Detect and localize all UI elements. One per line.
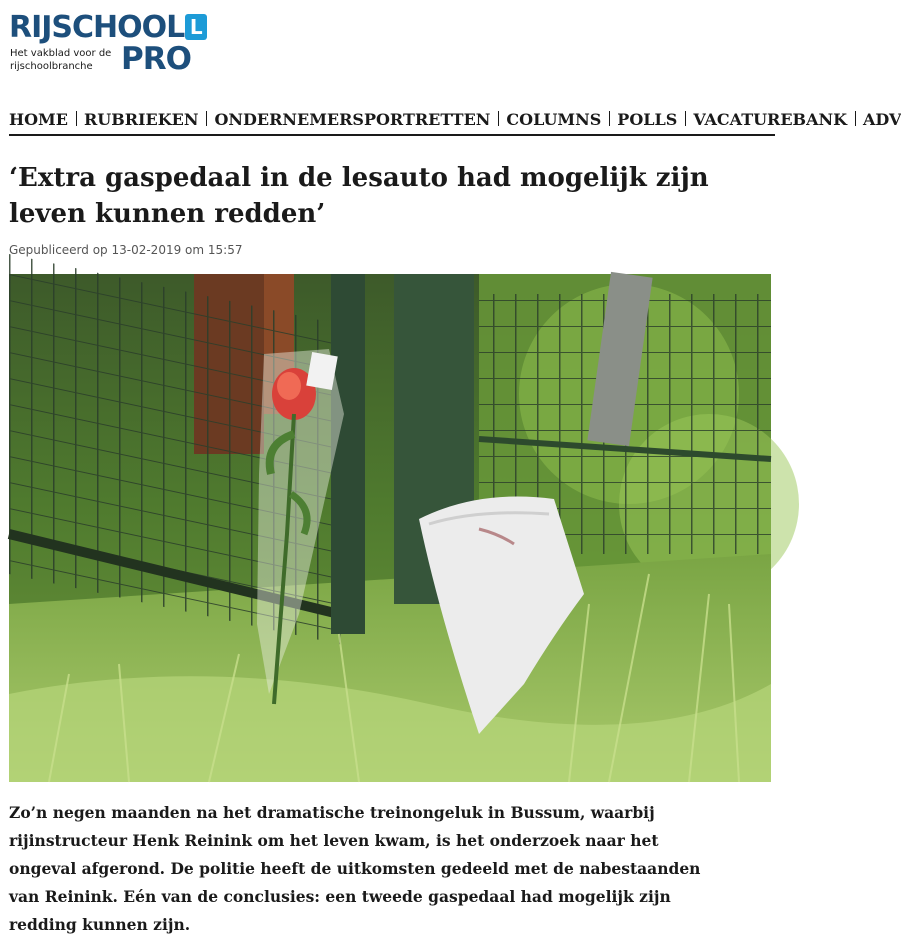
main-navigation	[9, 108, 901, 136]
nav-divider	[609, 111, 610, 126]
nav-item-polls[interactable]: POLLS	[617, 110, 678, 129]
nav-divider	[685, 111, 686, 126]
nav-divider	[855, 111, 856, 126]
logo-wordmark: RIJSCHOOL L	[9, 11, 207, 45]
nav-item-adv[interactable]: ADV	[863, 110, 901, 129]
logo-l-badge: L	[185, 14, 207, 40]
nav-item-ondernemersportretten[interactable]: ONDERNEMERSPORTRETTEN	[214, 110, 491, 129]
article-title: ‘Extra gaspedaal in de lesauto had mogelijk zijn leven kunnen redden’	[9, 163, 709, 229]
logo-tagline: Het vakblad voor de rijschoolbranche	[10, 48, 112, 72]
nav-divider	[498, 111, 499, 126]
nav-divider	[206, 111, 207, 126]
site-logo[interactable]	[9, 10, 203, 77]
nav-item-vacaturebank[interactable]: VACATUREBANK	[693, 110, 848, 129]
nav-item-home[interactable]: HOME	[9, 110, 68, 129]
logo-pro: PRO	[121, 41, 191, 77]
article-lead: Zo’n negen maanden na het dramatische treinongeluk in Bussum, waarbij rijinstructeur Henk Reinink om het leven kwam, is het onderzoek naar het ongeval afgerond. De politie heeft de uitkomsten gedeeld met de nabestaanden van Reinink. Eén van de conclusies: een tweede gaspedaal had mogelijk zijn redding kunnen zijn.	[9, 803, 701, 934]
publish-date: Gepubliceerd op 13-02-2019 om 15:57	[9, 243, 243, 257]
nav-item-rubrieken[interactable]: RUBRIEKEN	[83, 110, 199, 129]
article-photo	[9, 274, 771, 782]
nav-item-columns[interactable]: COLUMNS	[506, 110, 602, 129]
nav-divider	[76, 111, 77, 126]
